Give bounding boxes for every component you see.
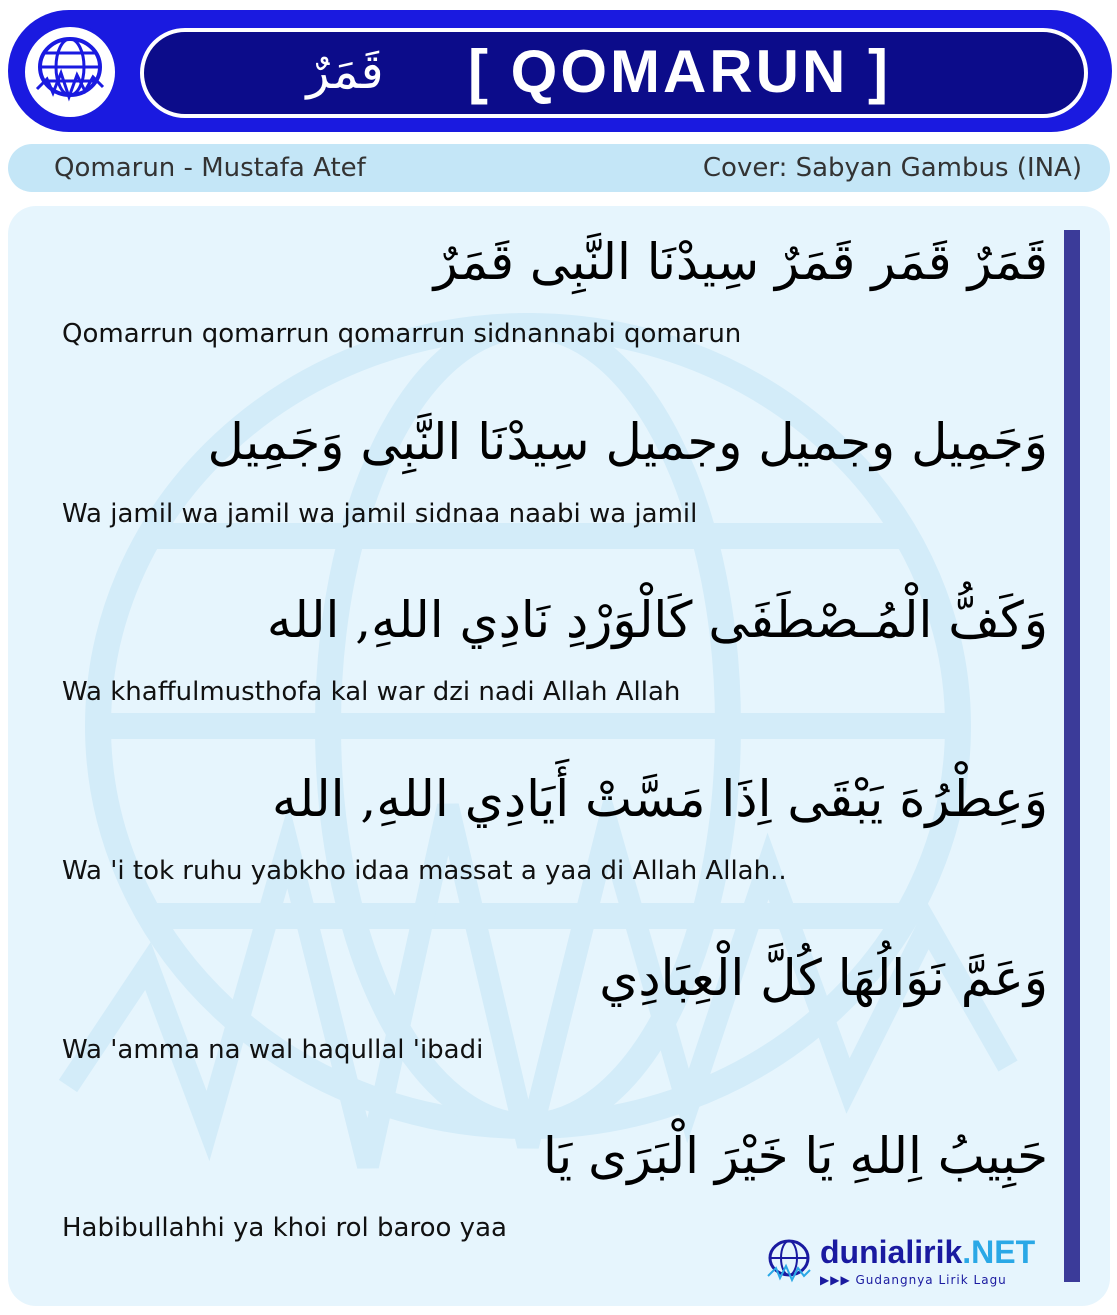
verse-transliteration: Qomarrun qomarrun qomarrun sidnannabi qomarun xyxy=(62,319,742,349)
verse-arabic: حَبِيبُ اِللهِ يَا خَيْرَ الْبَرَى يَا xyxy=(543,1127,1048,1185)
header-banner xyxy=(8,10,1112,132)
brand-name xyxy=(820,1232,1035,1272)
footer-logo xyxy=(764,1230,1064,1294)
page-title: [ QOMARUN ] xyxy=(468,38,891,105)
verse-transliteration: Wa khaffulmusthofa kal war dzi nadi Allah Allah xyxy=(62,677,681,707)
verse-transliteration: Wa 'amma na wal haqullal 'ibadi xyxy=(62,1035,484,1065)
verse-arabic: قَمَرٌ قَمَر قَمَرٌ سِيدْنَا النَّبِى قَمَرٌ xyxy=(433,233,1048,291)
lyrics-panel xyxy=(8,206,1110,1306)
verse-transliteration: Habibullahhi ya khoi rol baroo yaa xyxy=(62,1213,507,1243)
verse-arabic: وَعَمَّ نَوَالُهَا كُلَّ الْعِبَادِي xyxy=(599,949,1048,1007)
brand-tagline: ▶▶▶ Gudangnya Lirik Lagu xyxy=(820,1273,1007,1287)
verse-arabic: وَعِطْرُهَ يَبْقَى اِذَا مَسَّتْ أَيَادِي اللهِ, الله xyxy=(272,770,1048,828)
verse-arabic: وَكَفُّ الْمُـصْطَفَى كَالْوَرْدِ نَادِي اللهِ, الله xyxy=(266,591,1048,649)
brand-main: dunialirik xyxy=(820,1234,963,1270)
verse-transliteration: Wa 'i tok ruhu yabkho idaa massat a yaa di Allah Allah.. xyxy=(62,856,787,886)
verse-arabic: وَجَمِيل وجميل وجميل سِيدْنَا النَّبِى وَجَمِيل xyxy=(207,413,1048,471)
title-arabic: قَمَرٌ xyxy=(306,44,384,100)
brand-suffix: .NET xyxy=(962,1234,1036,1270)
side-rule xyxy=(1064,230,1080,1282)
song-artist: Qomarun - Mustafa Atef xyxy=(54,153,366,183)
cover-credit: Cover: Sabyan Gambus (INA) xyxy=(702,153,1082,183)
verse-transliteration: Wa jamil wa jamil wa jamil sidnaa naabi wa jamil xyxy=(62,499,698,529)
globe-icon xyxy=(764,1236,814,1286)
globe-logo-icon xyxy=(22,24,118,120)
song-info-bar xyxy=(8,144,1110,192)
